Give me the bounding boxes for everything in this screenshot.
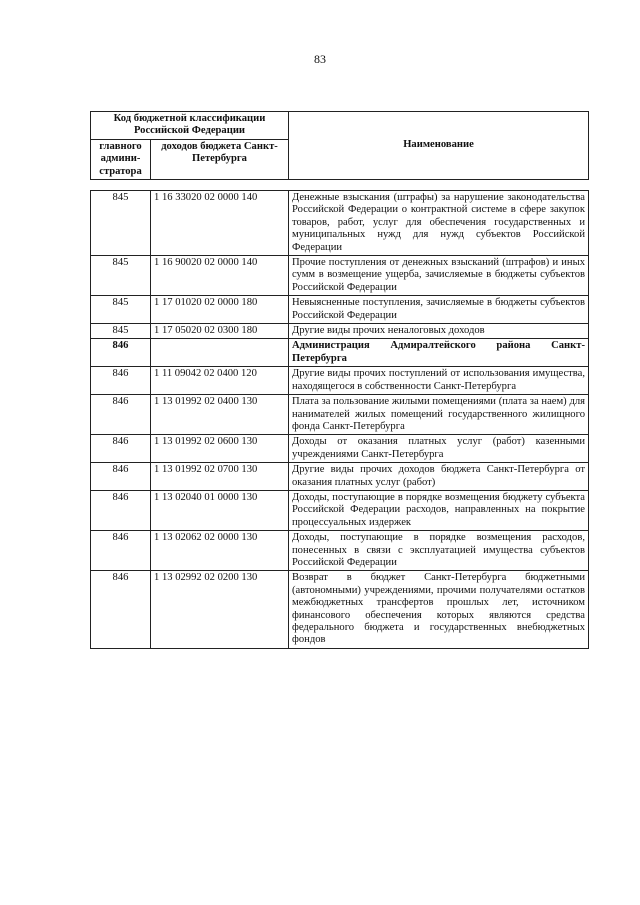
name-cell: Доходы, поступающие в порядке возмещения расходов, понесенных в связи с эксплуатацией имущества субъектов Российской Федерации	[289, 531, 589, 571]
table-row	[91, 490, 589, 530]
income-code-cell: 1 16 90020 02 0000 140	[151, 256, 289, 296]
table-header	[90, 111, 589, 180]
table-row	[91, 296, 589, 324]
table-row	[91, 256, 589, 296]
income-code-cell: 1 13 01992 02 0600 130	[151, 435, 289, 463]
table-row	[91, 191, 589, 256]
income-code-cell: 1 13 02040 01 0000 130	[151, 490, 289, 530]
header-group-title: Код бюджетной классификации Российской Федерации	[91, 112, 289, 140]
name-cell: Другие виды прочих неналоговых доходов	[289, 324, 589, 339]
name-cell: Возврат в бюджет Санкт-Петербурга бюджетными (автономными) учреждениями, прочими получателями остатков межбюджетных трансфертов прошлых лет, источником финансового обеспечения которых являются средства федерального бюджета и государственных внебюджетных фондов	[289, 571, 589, 648]
name-cell: Плата за пользование жилыми помещениями (плата за наем) для нанимателей жилых помещений государственного жилищного фонда Санкт-Петербурга	[289, 395, 589, 435]
admin-code-cell: 846	[91, 490, 151, 530]
income-code-cell: 1 13 01992 02 0400 130	[151, 395, 289, 435]
admin-code-cell: 846	[91, 435, 151, 463]
admin-code-cell: 846	[91, 395, 151, 435]
header-income: доходов бюджета Санкт-Петербурга	[151, 139, 289, 179]
table-body	[90, 190, 589, 649]
admin-code-cell: 846	[91, 339, 151, 367]
admin-code-cell: 845	[91, 324, 151, 339]
table-row	[91, 324, 589, 339]
income-code-cell: 1 13 01992 02 0700 130	[151, 463, 289, 491]
income-code-cell	[151, 339, 289, 367]
admin-code-cell: 846	[91, 367, 151, 395]
table-row	[91, 339, 589, 367]
name-cell: Прочие поступления от денежных взысканий (штрафов) и иных сумм в возмещение ущерба, зачисляемые в бюджеты субъектов Российской Федерации	[289, 256, 589, 296]
admin-code-cell: 846	[91, 571, 151, 648]
income-code-cell: 1 17 05020 02 0300 180	[151, 324, 289, 339]
name-cell: Администрация Адмиралтейского района Санкт-Петербурга	[289, 339, 589, 367]
table-row	[91, 395, 589, 435]
name-cell: Доходы от оказания платных услуг (работ) казенными учреждениями Санкт-Петербурга	[289, 435, 589, 463]
admin-code-cell: 845	[91, 191, 151, 256]
name-cell: Другие виды прочих поступлений от использования имущества, находящегося в собственности Санкт-Петербурга	[289, 367, 589, 395]
header-name: Наименование	[289, 112, 589, 180]
table-row	[91, 531, 589, 571]
admin-code-cell: 845	[91, 296, 151, 324]
name-cell: Доходы, поступающие в порядке возмещения бюджету субъекта Российской Федерации расходов, направленных на покрытие процессуальных издержек	[289, 490, 589, 530]
income-code-cell: 1 17 01020 02 0000 180	[151, 296, 289, 324]
admin-code-cell: 846	[91, 463, 151, 491]
admin-code-cell: 845	[91, 256, 151, 296]
table-row	[91, 367, 589, 395]
header-admin: главного админи-стратора	[91, 139, 151, 179]
page-number: 83	[314, 52, 326, 66]
name-cell: Другие виды прочих доходов бюджета Санкт-Петербурга от оказания платных услуг (работ)	[289, 463, 589, 491]
income-code-cell: 1 11 09042 02 0400 120	[151, 367, 289, 395]
income-code-cell: 1 13 02062 02 0000 130	[151, 531, 289, 571]
income-code-cell: 1 13 02992 02 0200 130	[151, 571, 289, 648]
name-cell: Денежные взыскания (штрафы) за нарушение законодательства Российской Федерации о контрактной системе в сфере закупок товаров, работ, услуг для обеспечения государственных и муниципальных нужд для нужд субъектов Российской Федерации	[289, 191, 589, 256]
income-code-cell: 1 16 33020 02 0000 140	[151, 191, 289, 256]
table-row	[91, 571, 589, 648]
name-cell: Невыясненные поступления, зачисляемые в бюджеты субъектов Российской Федерации	[289, 296, 589, 324]
admin-code-cell: 846	[91, 531, 151, 571]
table-row	[91, 435, 589, 463]
table-row	[91, 463, 589, 491]
